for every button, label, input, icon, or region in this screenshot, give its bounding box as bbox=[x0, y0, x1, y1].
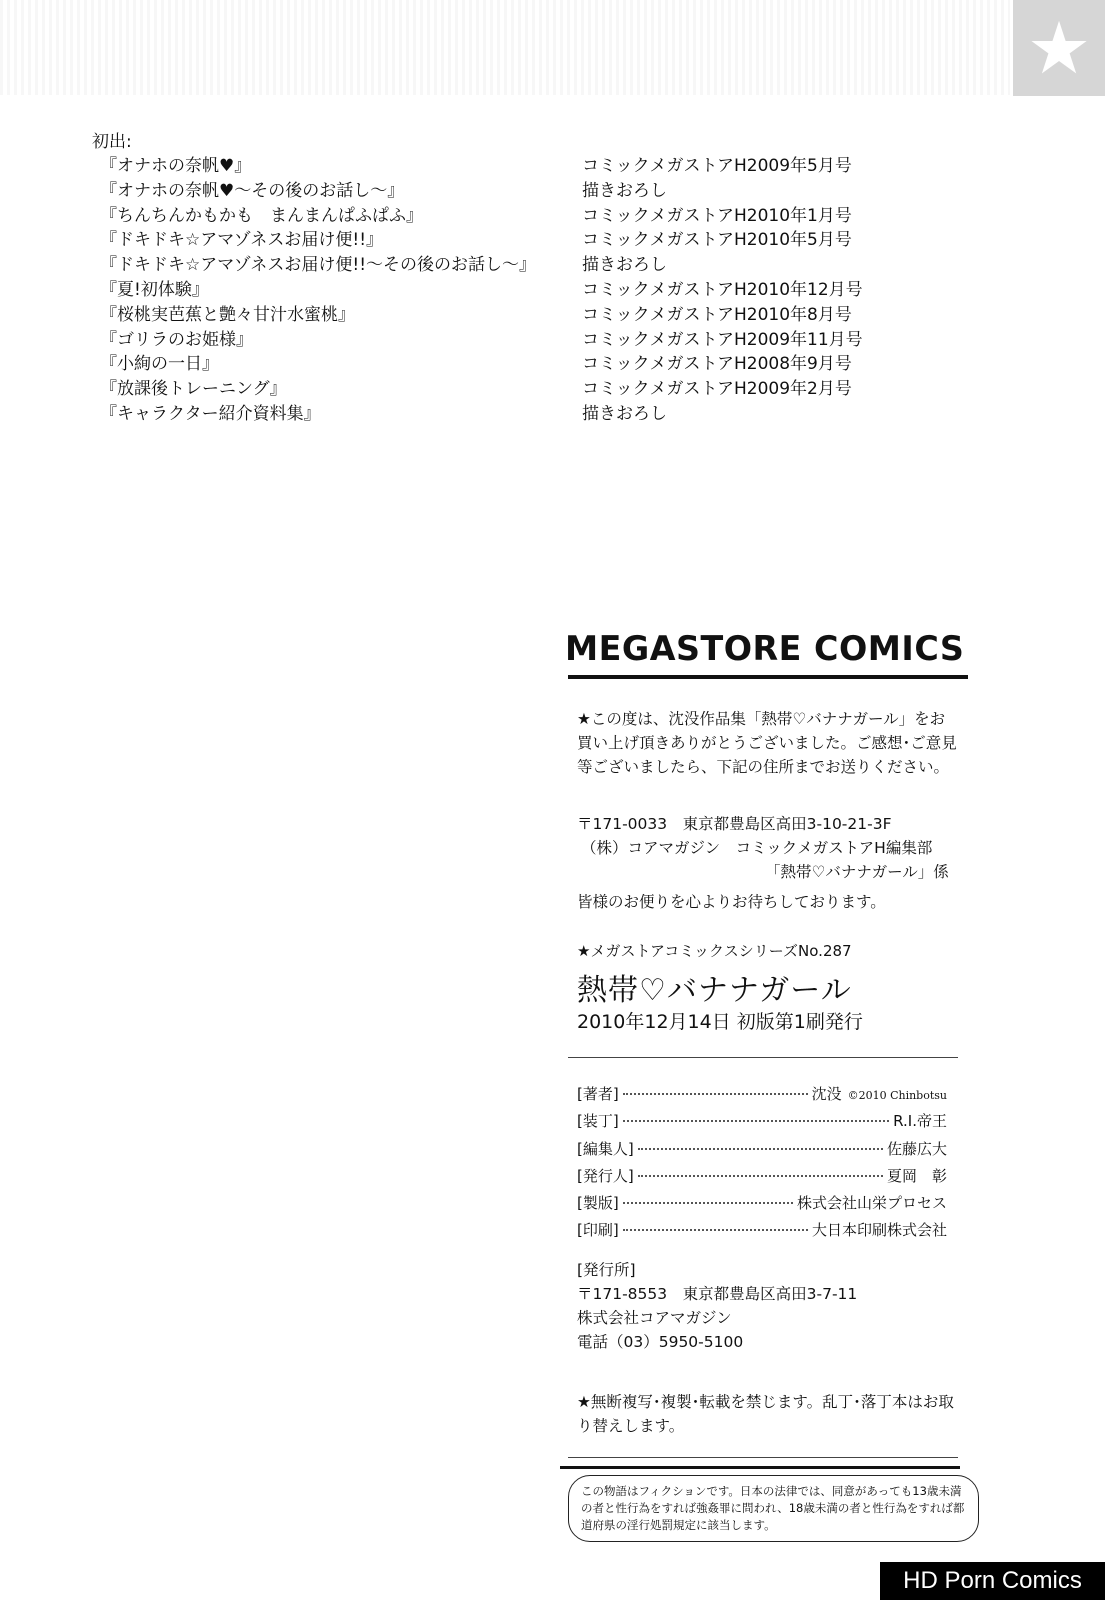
credit-row bbox=[577, 1083, 947, 1110]
story-title: 『小絢の一日』 bbox=[100, 354, 219, 375]
first-appearance-row bbox=[92, 352, 852, 377]
credit-row bbox=[577, 1219, 947, 1246]
first-appearance-row bbox=[92, 253, 667, 278]
publication-date: 2010年12月14日 初版第1刷発行 bbox=[577, 1011, 863, 1033]
corner-tab bbox=[1013, 0, 1105, 96]
credit-role: [製版] bbox=[577, 1194, 619, 1213]
credit-row bbox=[577, 1110, 947, 1137]
star-icon: ★ bbox=[1026, 6, 1092, 90]
first-appearance-list bbox=[92, 130, 863, 427]
story-source: コミックメガストアH2010年12月号 bbox=[582, 279, 863, 300]
story-title: 『夏!初体験』 bbox=[100, 279, 209, 300]
story-source: コミックメガストアH2009年5月号 bbox=[582, 156, 852, 176]
divider bbox=[568, 1057, 958, 1058]
address-line: 「熱帯♡バナナガール」係 bbox=[765, 863, 949, 881]
first-appearance-row bbox=[92, 377, 852, 402]
first-appearance-row bbox=[92, 228, 852, 253]
publisher-line: 電話（03）5950-5100 bbox=[577, 1333, 744, 1351]
first-appearance-row bbox=[92, 328, 863, 353]
credit-name: 株式会社山栄プロセス bbox=[796, 1194, 947, 1213]
story-source: 描きおろし bbox=[582, 180, 667, 201]
watermark: HD Porn Comics bbox=[880, 1562, 1105, 1600]
story-source: コミックメガストアH2008年9月号 bbox=[582, 354, 852, 375]
scan-noise bbox=[0, 0, 1010, 95]
story-source: 描きおろし bbox=[582, 403, 667, 424]
copyright-warning: ★無断複写･複製･転載を禁じます。乱丁･落丁本はお取り替えします。 bbox=[577, 1393, 954, 1435]
thanks-message: ★この度は、沈没作品集「熱帯♡バナナガール」をお買い上げ頂きありがとうございました。ご感想･ご意見等ございましたら、下記の住所までお送りください。 bbox=[577, 710, 957, 776]
story-title: 『放課後トレーニング』 bbox=[100, 379, 287, 400]
story-title: 『ゴリラのお姫様』 bbox=[100, 329, 253, 350]
story-source: コミックメガストアH2010年5月号 bbox=[582, 230, 852, 251]
credit-name: 夏岡 彰 bbox=[886, 1166, 947, 1185]
first-appearance-row bbox=[92, 402, 667, 427]
story-source: コミックメガストアH2010年1月号 bbox=[582, 205, 852, 226]
credits-list bbox=[577, 1083, 947, 1247]
credit-name: 沈没 bbox=[811, 1085, 842, 1103]
credit-name: 大日本印刷株式会社 bbox=[811, 1221, 947, 1240]
first-appearance-row bbox=[92, 179, 667, 204]
credit-name: R.I.帝王 bbox=[893, 1112, 947, 1131]
first-appearance-heading: 初出: bbox=[92, 132, 132, 152]
fiction-disclaimer: この物語はフィクションです。日本の法律では、同意があっても13歳未満の者と性行為をすれば強姦罪に問われ、18歳未満の者と性行為をすれば都道府県の淫行処罰規定に該当します。 bbox=[568, 1475, 979, 1542]
brand-rule bbox=[568, 675, 968, 679]
story-source: コミックメガストアH2010年8月号 bbox=[582, 304, 852, 325]
mail-address bbox=[577, 812, 957, 884]
publisher-line: 〒171-8553 東京都豊島区高田3-7-11 bbox=[577, 1285, 858, 1303]
story-source: コミックメガストアH2009年11月号 bbox=[582, 329, 863, 350]
leader-dots bbox=[623, 1120, 889, 1122]
publisher-heading: [発行所] bbox=[577, 1261, 636, 1279]
address-line: 〒171-0033 東京都豊島区高田3-10-21-3F bbox=[577, 815, 892, 833]
credit-row bbox=[577, 1138, 947, 1165]
copyright-notice: ©2010 Chinbotsu bbox=[847, 1089, 947, 1102]
story-title: 『ちんちんかもかも まんまんぱふぱふ』 bbox=[100, 205, 423, 226]
first-appearance-row bbox=[92, 278, 863, 303]
story-title: 『オナホの奈帆♥〜その後のお話し〜』 bbox=[100, 180, 405, 201]
waiting-message: 皆様のお便りを心よりお待ちしております。 bbox=[577, 893, 886, 911]
story-source: コミックメガストアH2009年2月号 bbox=[582, 379, 852, 400]
credit-name: 佐藤広大 bbox=[886, 1139, 947, 1158]
leader-dots bbox=[623, 1202, 793, 1204]
leader-dots bbox=[638, 1175, 883, 1177]
story-source: 描きおろし bbox=[582, 255, 667, 276]
first-appearance-row bbox=[92, 154, 852, 179]
story-title: 『ドキドキ☆アマゾネスお届け便!!〜その後のお話し〜』 bbox=[100, 255, 537, 276]
credit-role: [装丁] bbox=[577, 1112, 619, 1131]
credit-row bbox=[577, 1165, 947, 1192]
publisher-block bbox=[577, 1258, 857, 1354]
leader-dots bbox=[638, 1148, 883, 1150]
divider bbox=[560, 1466, 960, 1469]
story-title: 『桜桃実芭蕉と艶々甘汁水蜜桃』 bbox=[100, 304, 355, 325]
leader-dots bbox=[623, 1229, 808, 1231]
leader-dots bbox=[623, 1093, 808, 1095]
credit-role: [編集人] bbox=[577, 1139, 634, 1158]
story-title: 『オナホの奈帆♥』 bbox=[100, 156, 252, 176]
story-title: 『キャラクター紹介資料集』 bbox=[100, 403, 321, 424]
credit-role: [印刷] bbox=[577, 1221, 619, 1240]
series-number: ★メガストアコミックスシリーズNo.287 bbox=[577, 942, 852, 960]
publisher-line: 株式会社コアマガジン bbox=[577, 1309, 732, 1327]
credit-role: [発行人] bbox=[577, 1166, 634, 1185]
book-title: 熱帯♡バナナガール bbox=[577, 973, 852, 1008]
brand-logo: MEGASTORE COMICS bbox=[565, 629, 965, 669]
story-title: 『ドキドキ☆アマゾネスお届け便!!』 bbox=[100, 230, 384, 251]
credit-row bbox=[577, 1192, 947, 1219]
first-appearance-row bbox=[92, 204, 852, 229]
address-line: （株）コアマガジン コミックメガストアH編集部 bbox=[581, 839, 933, 857]
divider bbox=[568, 1457, 958, 1458]
credit-role: [著者] bbox=[577, 1085, 619, 1103]
first-appearance-row bbox=[92, 303, 852, 328]
